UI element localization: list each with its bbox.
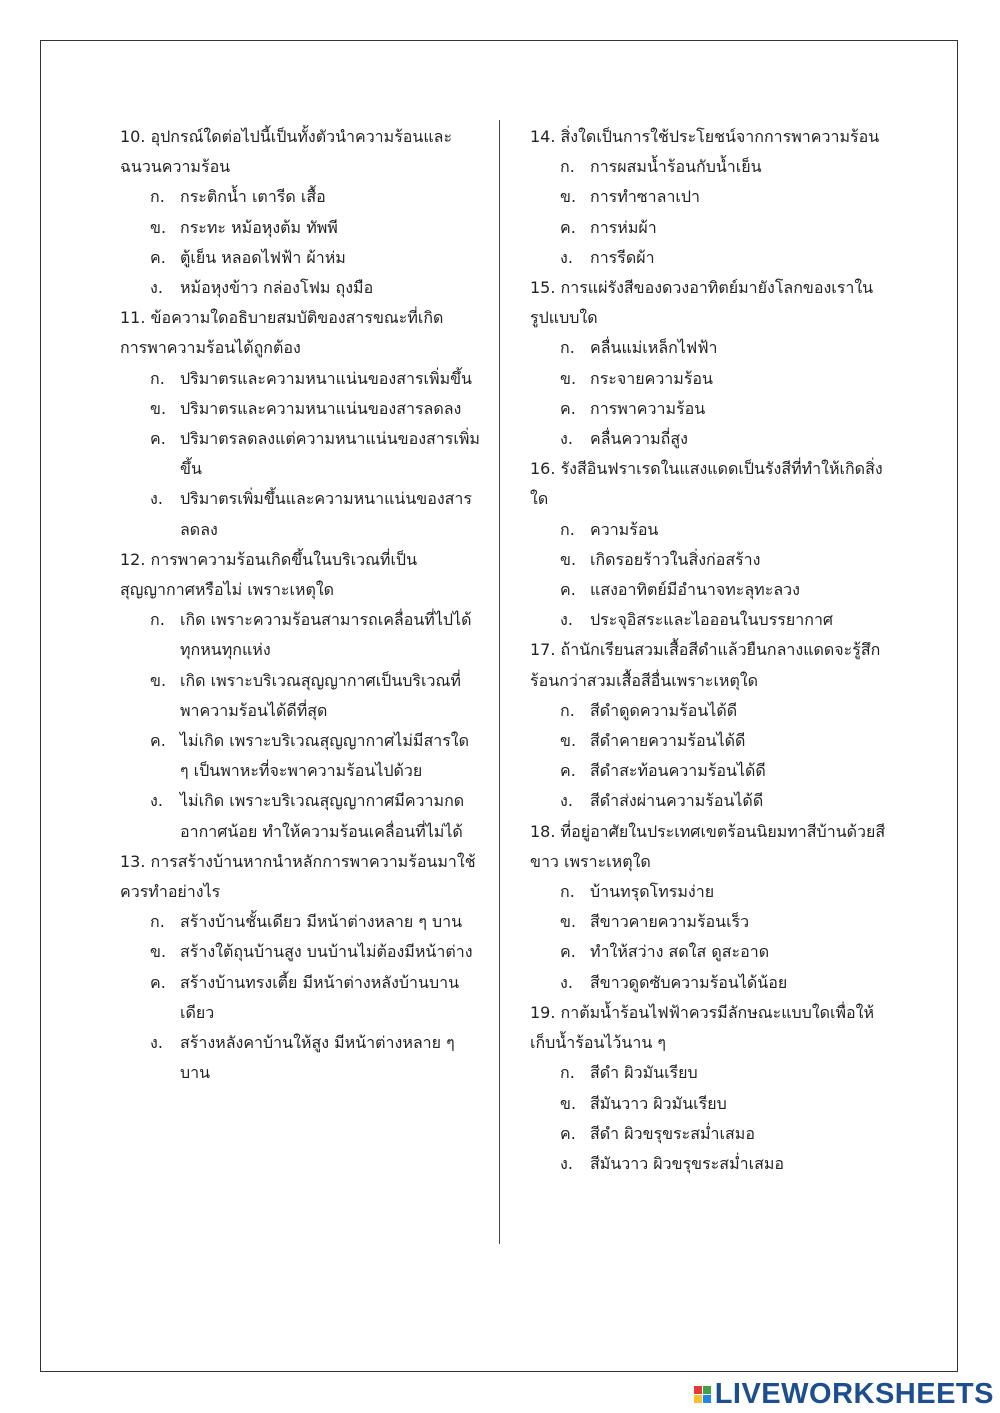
option-text: สีดำส่งผ่านความร้อนได้ดี <box>590 791 764 811</box>
option-text: สีมันวาว ผิวขรุขระสม่ำเสมอ <box>590 1153 784 1173</box>
option-text: กระทะ หม้อหุงต้ม ทัพพี <box>180 217 338 237</box>
option-label: ข. <box>560 912 577 932</box>
answer-option <box>120 394 480 424</box>
option-text: สร้างบ้านทรงเตี้ย มีหน้าต่างหลังบ้านบานเดียว <box>180 972 460 1022</box>
answer-option <box>120 424 480 484</box>
answer-option <box>530 182 890 212</box>
answer-option <box>120 1028 480 1088</box>
question <box>120 545 480 847</box>
question-text: 11. ข้อความใดอธิบายสมบัติของสารขณะที่เกิดการพาความร้อนได้ถูกต้อง <box>120 308 444 358</box>
option-label: ข. <box>150 942 167 962</box>
option-label: ง. <box>560 610 573 630</box>
option-text: ความร้อน <box>590 519 659 539</box>
answer-option <box>530 696 890 726</box>
option-text: ไม่เกิด เพราะบริเวณสุญญากาศมีความกดอากาศน้อย ทำให้ความร้อนเคลื่อนที่ไม่ได้ <box>180 791 465 841</box>
option-text: สร้างหลังคาบ้านให้สูง มีหน้าต่างหลาย ๆ บาน <box>180 1033 455 1083</box>
answer-option <box>530 333 890 363</box>
answer-option <box>530 515 890 545</box>
option-text: สีขาวคายความร้อนเร็ว <box>590 912 750 932</box>
option-label: ค. <box>560 761 576 781</box>
answer-option <box>530 1149 890 1179</box>
option-text: สีดำดูดความร้อนได้ดี <box>590 700 738 720</box>
question <box>120 122 480 303</box>
logo-square-red <box>694 1386 702 1394</box>
option-text: หม้อหุงข้าว กล่องโฟม ถุงมือ <box>180 278 374 298</box>
option-label: ค. <box>560 217 576 237</box>
question-text: 10. อุปกรณ์ใดต่อไปนี้เป็นทั้งตัวนำความร้อนและฉนวนความร้อน <box>120 127 453 177</box>
answer-option <box>120 273 480 303</box>
option-label: ค. <box>560 1123 576 1143</box>
answer-option <box>120 726 480 786</box>
question-text: 15. การแผ่รังสีของดวงอาทิตย์มายังโลกของเราในรูปแบบใด <box>530 278 874 328</box>
logo-square-blue <box>703 1395 711 1403</box>
answer-option <box>530 907 890 937</box>
logo-square-green <box>703 1386 711 1394</box>
option-text: ปริมาตรเพิ่มขึ้นและความหนาแน่นของสารลดลง <box>180 489 472 539</box>
option-label: ง. <box>560 247 573 267</box>
option-label: ข. <box>560 1093 577 1113</box>
option-label: ข. <box>560 731 577 751</box>
option-label: ง. <box>560 791 573 811</box>
question <box>530 273 890 454</box>
option-label: ข. <box>560 549 577 569</box>
option-text: ไม่เกิด เพราะบริเวณสุญญากาศไม่มีสารใด ๆ เป็นพาหะที่จะพาความร้อนไปด้วย <box>180 731 469 781</box>
column-divider <box>499 120 500 1244</box>
option-text: ทำให้สว่าง สดใส ดูสะอาด <box>590 942 770 962</box>
option-text: ประจุอิสระและไอออนในบรรยากาศ <box>590 610 834 630</box>
answer-option <box>120 213 480 243</box>
option-label: ค. <box>150 247 166 267</box>
option-label: ค. <box>150 972 166 992</box>
answer-option <box>120 786 480 846</box>
option-text: สีดำสะท้อนความร้อนได้ดี <box>590 761 766 781</box>
question-text: 13. การสร้างบ้านหากนำหลักการพาความร้อนมาใช้ควรทำอย่างไร <box>120 851 476 902</box>
answer-option <box>120 968 480 1028</box>
answer-option <box>530 968 890 998</box>
question <box>530 635 890 816</box>
answer-option <box>530 243 890 273</box>
option-text: สีดำ ผิวขรุขระสม่ำเสมอ <box>590 1123 755 1143</box>
question <box>530 817 890 998</box>
option-text: เกิด เพราะบริเวณสุญญากาศเป็นบริเวณที่พาความร้อนได้ดีที่สุด <box>180 670 461 720</box>
answer-option <box>530 545 890 575</box>
option-label: ข. <box>150 398 167 418</box>
option-text: ปริมาตรและความหนาแน่นของสารลดลง <box>180 398 462 418</box>
option-label: ก. <box>150 368 165 388</box>
answer-option <box>530 213 890 243</box>
option-label: ก. <box>560 1063 575 1083</box>
option-label: ก. <box>150 912 165 932</box>
option-text: ปริมาตรลดลงแต่ความหนาแน่นของสารเพิ่มขึ้น <box>180 429 480 479</box>
question <box>120 847 480 1089</box>
option-label: ก. <box>560 338 575 358</box>
question <box>120 303 480 545</box>
option-text: การพาความร้อน <box>590 398 706 418</box>
answer-option <box>530 786 890 816</box>
option-label: ข. <box>150 217 167 237</box>
option-label: ง. <box>150 278 163 298</box>
option-text: การผสมน้ำร้อนกับน้ำเย็น <box>590 157 762 177</box>
option-text: การห่มผ้า <box>590 217 657 237</box>
option-label: ก. <box>560 882 575 902</box>
logo-square-yellow <box>694 1395 702 1403</box>
option-label: ค. <box>150 429 166 449</box>
option-text: คลื่นแม่เหล็กไฟฟ้า <box>590 338 718 358</box>
liveworksheets-logo <box>694 1380 994 1409</box>
option-label: ข. <box>560 368 577 388</box>
answer-option <box>120 484 480 544</box>
answer-option <box>530 877 890 907</box>
option-text: สีดำ ผิวมันเรียบ <box>590 1063 698 1083</box>
answer-option <box>530 152 890 182</box>
answer-option <box>530 1089 890 1119</box>
answer-option <box>530 1119 890 1149</box>
answer-option <box>530 726 890 756</box>
question-text: 16. รังสีอินฟราเรดในแสงแดดเป็นรังสีที่ทำให้เกิดสิ่งใด <box>530 459 883 509</box>
option-label: ง. <box>560 429 573 449</box>
option-label: ง. <box>560 1153 573 1173</box>
answer-option <box>120 666 480 726</box>
answer-option <box>120 907 480 937</box>
option-label: ก. <box>560 157 575 177</box>
option-text: ตู้เย็น หลอดไฟฟ้า ผ้าห่ม <box>180 247 346 267</box>
option-text: แสงอาทิตย์มีอำนาจทะลุทะลวง <box>590 580 800 600</box>
option-text: สีดำคายความร้อนได้ดี <box>590 731 746 751</box>
answer-option <box>530 1058 890 1088</box>
option-label: ค. <box>560 398 576 418</box>
option-label: ง. <box>150 489 163 509</box>
answer-option <box>530 605 890 635</box>
question <box>530 454 890 635</box>
option-label: ก. <box>150 610 165 630</box>
option-text: บ้านทรุดโทรมง่าย <box>590 882 715 902</box>
question-text: 12. การพาความร้อนเกิดขึ้นในบริเวณที่เป็นสุญญากาศหรือไม่ เพราะเหตุใด <box>120 549 418 600</box>
answer-option <box>120 605 480 665</box>
option-text: การรีดผ้า <box>590 247 655 267</box>
option-text: กระติกน้ำ เตารีด เสื้อ <box>180 187 326 207</box>
answer-option <box>530 937 890 967</box>
option-label: ก. <box>560 700 575 720</box>
option-text: สีขาวดูดซับความร้อนได้น้อย <box>590 972 788 992</box>
answer-option <box>530 424 890 454</box>
option-label: ง. <box>150 1033 163 1053</box>
option-label: ข. <box>560 187 577 207</box>
logo-grid-icon <box>694 1386 711 1403</box>
answer-option <box>530 394 890 424</box>
question-text: 14. สิ่งใดเป็นการใช้ประโยชน์จากการพาความร้อน <box>530 127 880 146</box>
option-text: เกิดรอยร้าวในสิ่งก่อสร้าง <box>590 549 761 569</box>
question <box>530 122 890 273</box>
option-label: ค. <box>560 942 576 962</box>
option-text: คลื่นความถี่สูง <box>590 429 688 449</box>
option-text: สีมันวาว ผิวมันเรียบ <box>590 1093 727 1113</box>
option-text: เกิด เพราะความร้อนสามารถเคลื่อนที่ไปได้ทุกหนทุกแห่ง <box>180 610 472 660</box>
left-column <box>120 122 480 1089</box>
option-text: กระจายความร้อน <box>590 368 713 388</box>
option-text: สร้างบ้านชั้นเดียว มีหน้าต่างหลาย ๆ บาน <box>180 912 463 932</box>
option-label: ค. <box>560 580 576 600</box>
option-label: ง. <box>560 972 573 992</box>
logo-text: LIVEWORKSHEETS <box>714 1378 994 1410</box>
option-label: ค. <box>150 731 166 751</box>
option-text: การทำซาลาเปา <box>590 187 701 207</box>
right-column <box>530 122 890 1179</box>
answer-option <box>530 756 890 786</box>
answer-option <box>120 182 480 212</box>
option-label: ก. <box>150 187 165 207</box>
answer-option <box>120 364 480 394</box>
answer-option <box>120 243 480 273</box>
answer-option <box>120 937 480 967</box>
option-label: ก. <box>560 519 575 539</box>
answer-option <box>530 364 890 394</box>
question-text: 19. กาต้มน้ำร้อนไฟฟ้าควรมีลักษณะแบบใดเพื่อให้เก็บน้ำร้อนไว้นาน ๆ <box>530 1002 875 1053</box>
answer-option <box>530 575 890 605</box>
question-text: 17. ถ้านักเรียนสวมเสื้อสีดำแล้วยืนกลางแดดจะรู้สึกร้อนกว่าสวมเสื้อสีอื่นเพราะเหตุใด <box>530 640 881 690</box>
option-text: สร้างใต้ถุนบ้านสูง บนบ้านไม่ต้องมีหน้าต่าง <box>180 942 473 962</box>
option-label: ง. <box>150 791 163 811</box>
option-text: ปริมาตรและความหนาแน่นของสารเพิ่มขึ้น <box>180 368 472 388</box>
question-text: 18. ที่อยู่อาศัยในประเทศเขตร้อนนิยมทาสีบ้านด้วยสีขาว เพราะเหตุใด <box>530 821 886 871</box>
option-label: ข. <box>150 670 167 690</box>
question <box>530 998 890 1179</box>
